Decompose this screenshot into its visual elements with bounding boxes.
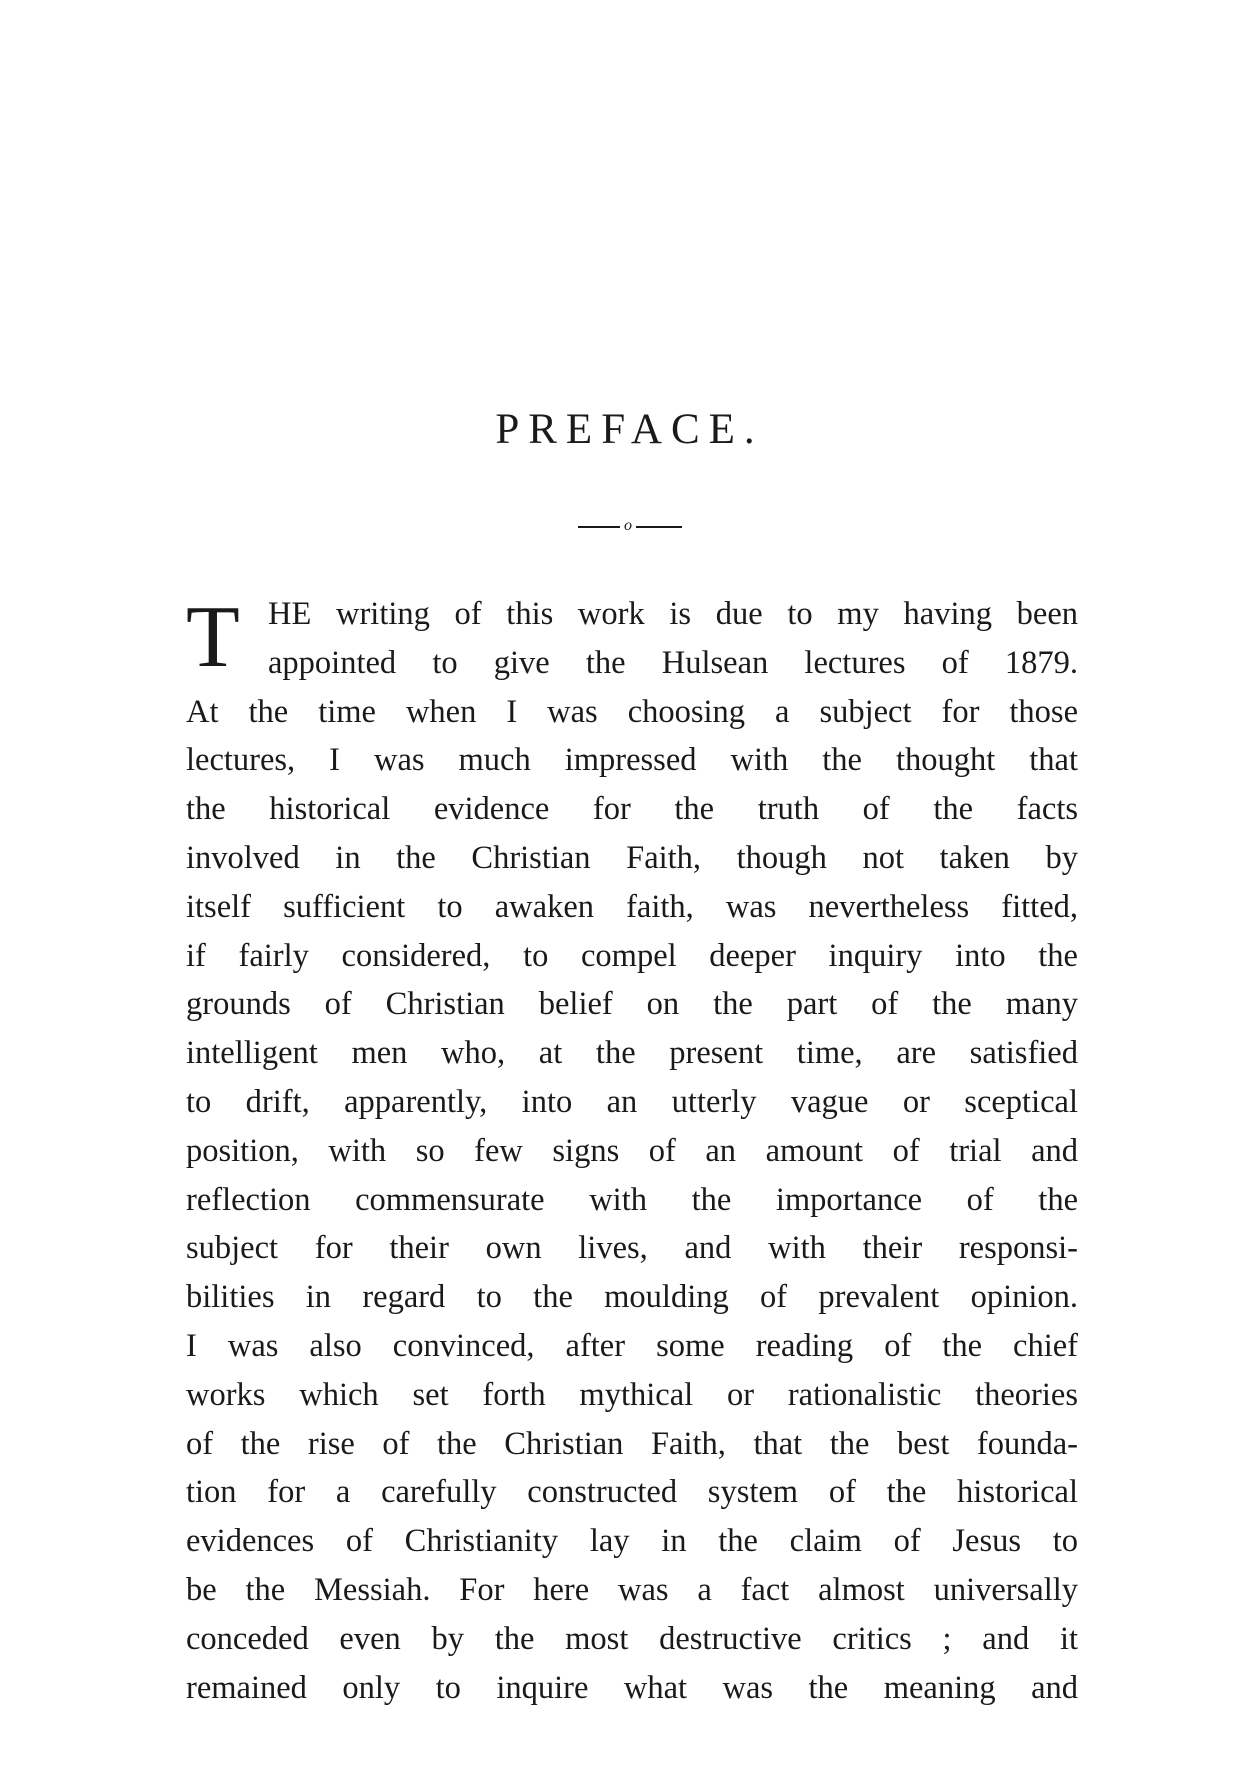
page-title: PREFACE. bbox=[495, 406, 764, 453]
ornament-rule bbox=[578, 516, 682, 536]
text-line: tion for a carefully constructed system of the historical bbox=[186, 1474, 1078, 1511]
text-line: grounds of Christian belief on the part of the many bbox=[186, 986, 1078, 1023]
text-line: subject for their own lives, and with their responsi- bbox=[186, 1230, 1078, 1267]
text-line: appointed to give the Hulsean lectures of 1879. bbox=[268, 644, 1078, 681]
text-line: of the rise of the Christian Faith, that the best founda- bbox=[186, 1425, 1078, 1462]
text-line: remained only to inquire what was the meaning and bbox=[186, 1669, 1078, 1706]
text-line: involved in the Christian Faith, though not taken by bbox=[186, 839, 1078, 876]
text-line: HE writing of this work is due to my having been bbox=[268, 596, 1078, 632]
text-line: to drift, apparently, into an utterly vague or sceptical bbox=[186, 1083, 1078, 1120]
preface-paragraph bbox=[186, 590, 1078, 1712]
text-line: bilities in regard to the moulding of prevalent opinion. bbox=[186, 1279, 1078, 1316]
drop-cap: T bbox=[186, 589, 240, 686]
text-line: evidences of Christianity lay in the claim of Jesus to bbox=[186, 1523, 1078, 1560]
ornament-glyph: o bbox=[624, 517, 632, 534]
text-line: At the time when I was choosing a subject for those bbox=[186, 693, 1078, 730]
text-line: if fairly considered, to compel deeper inquiry into the bbox=[186, 937, 1078, 974]
text-line: be the Messiah. For here was a fact almost universally bbox=[186, 1571, 1078, 1608]
text-line: works which set forth mythical or rationalistic theories bbox=[186, 1376, 1078, 1413]
text-line: itself sufficient to awaken faith, was nevertheless fitted, bbox=[186, 888, 1078, 925]
text-line: lectures, I was much impressed with the thought that bbox=[186, 742, 1078, 779]
text-line: position, with so few signs of an amount of trial and bbox=[186, 1132, 1078, 1169]
text-line: I was also convinced, after some reading of the chief bbox=[186, 1327, 1078, 1364]
text-line: intelligent men who, at the present time, are satisfied bbox=[186, 1035, 1078, 1072]
text-line: the historical evidence for the truth of the facts bbox=[186, 791, 1078, 828]
text-line: conceded even by the most destructive critics ; and it bbox=[186, 1620, 1078, 1657]
text-line: reflection commensurate with the importance of the bbox=[186, 1181, 1078, 1218]
